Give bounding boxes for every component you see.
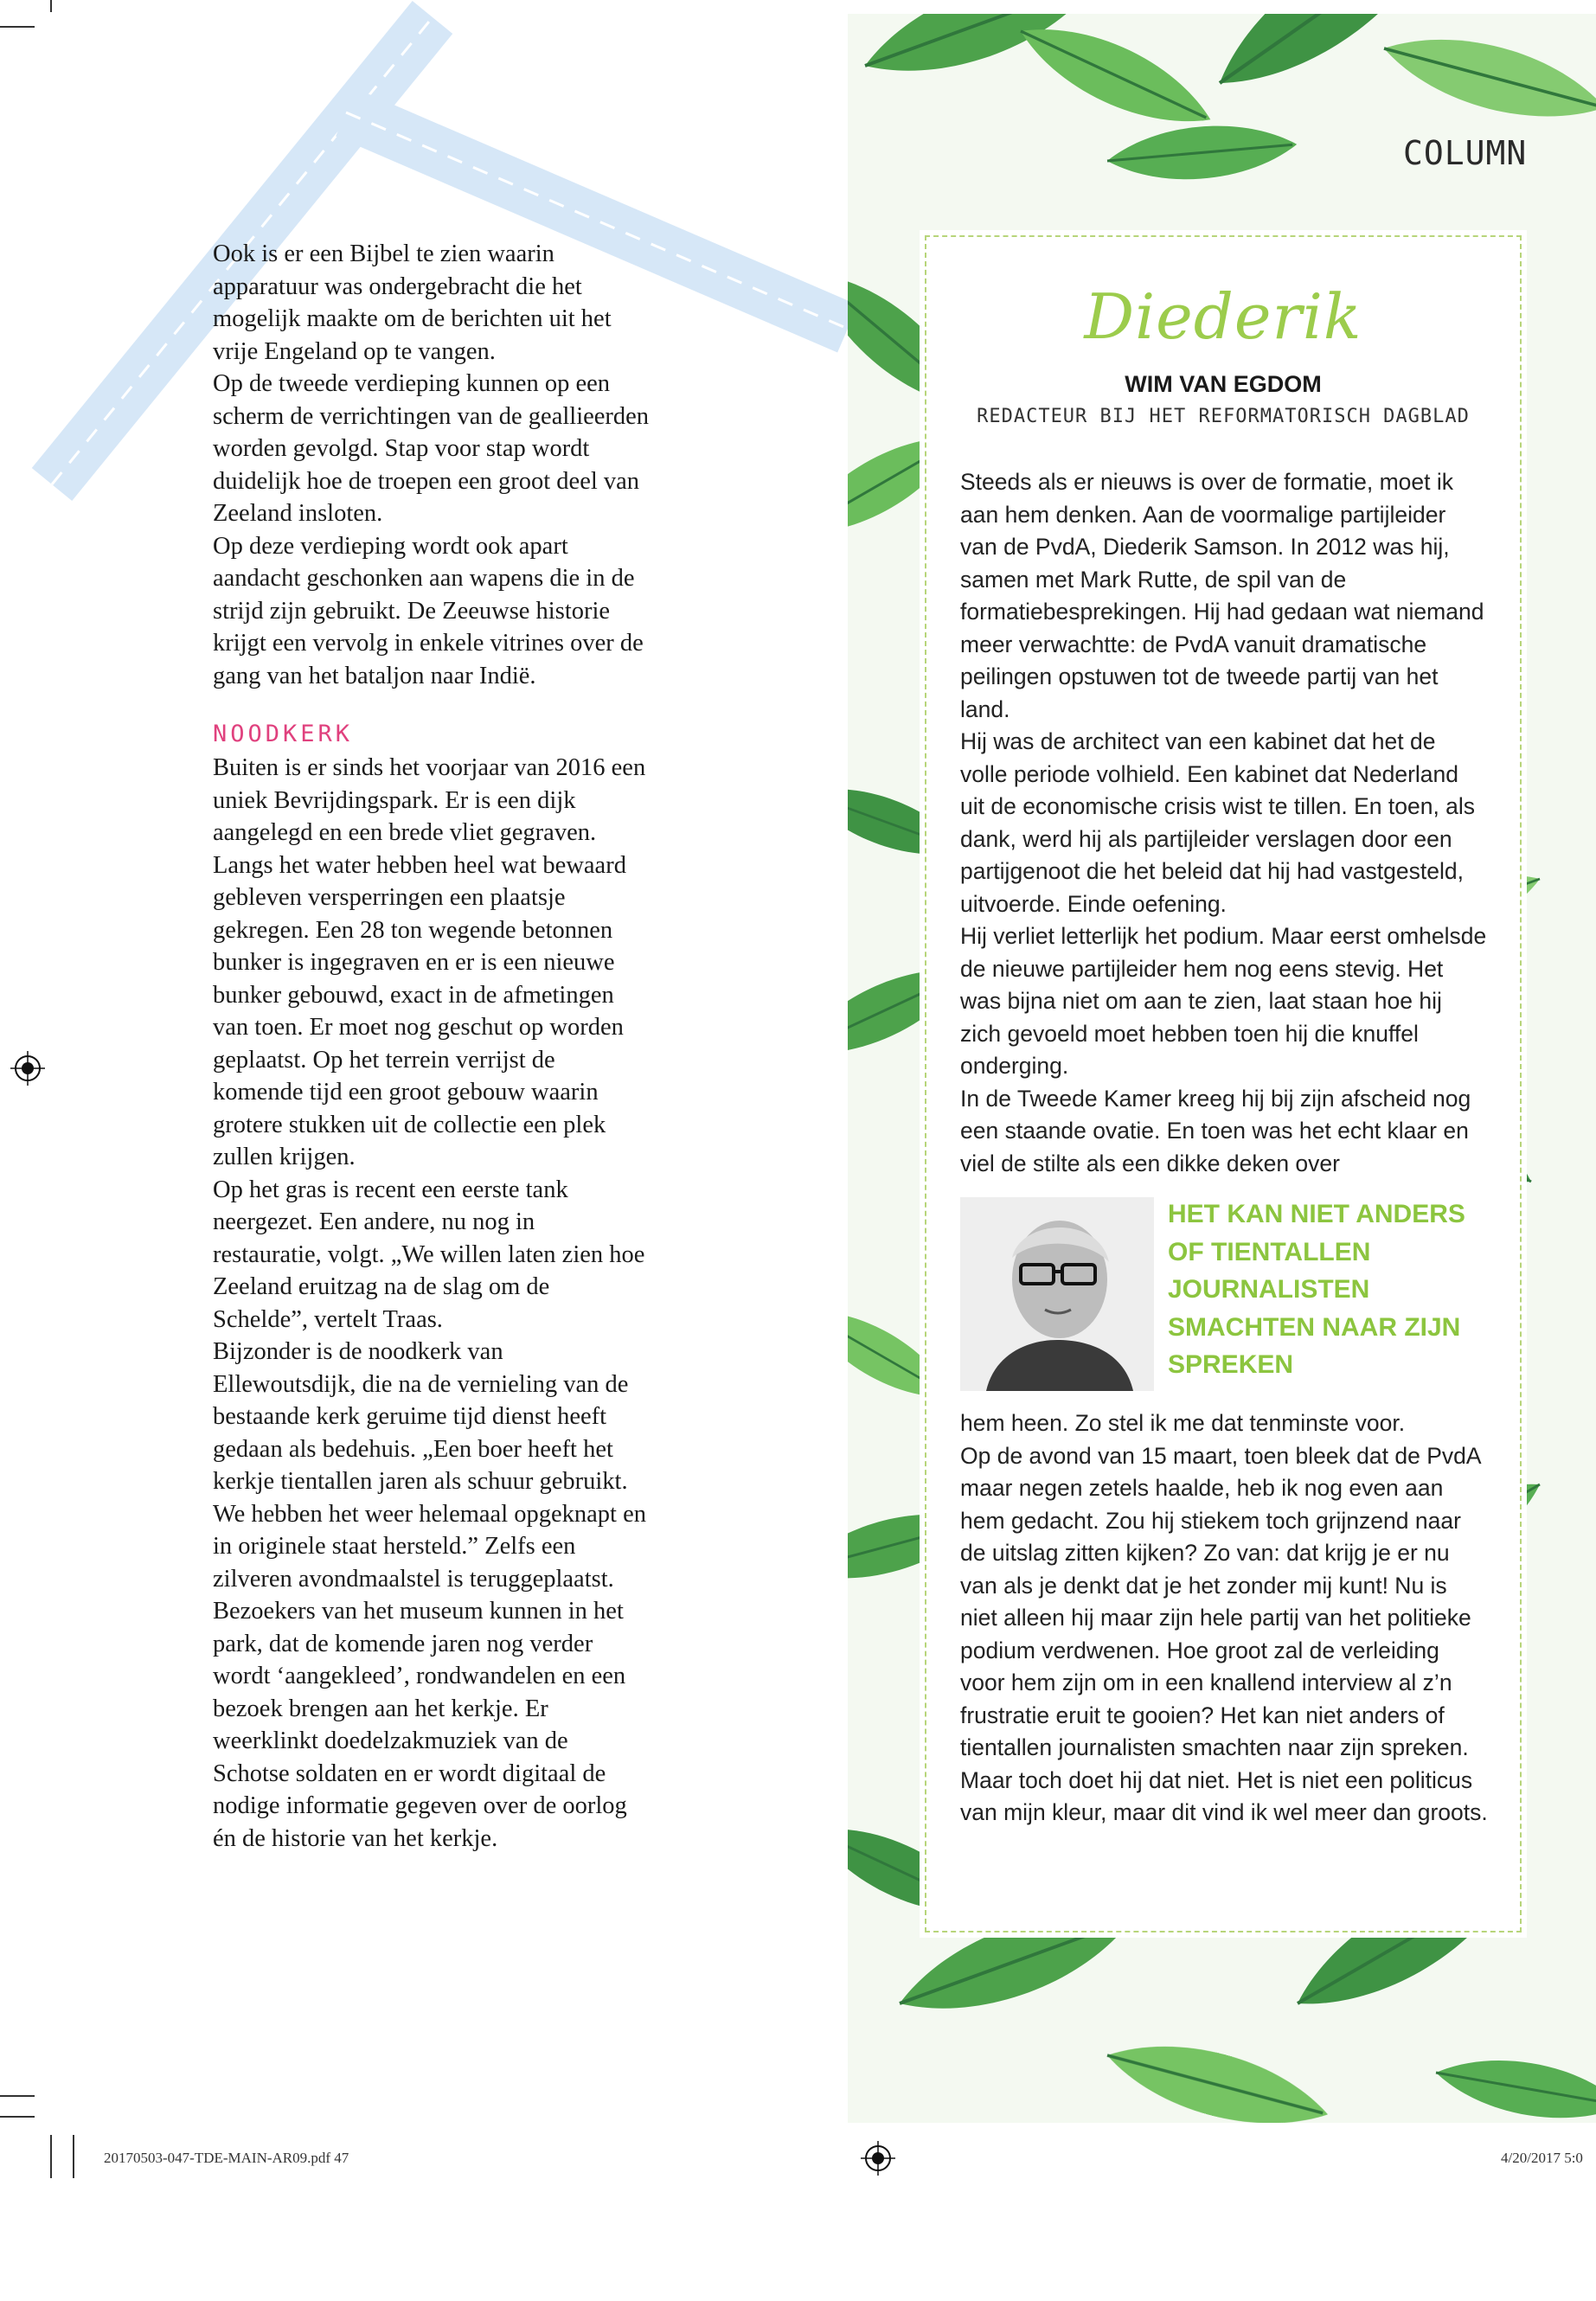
column-paragraph: Hij was de architect van een kabinet dat het de volle periode volhield. Een kabinet dat Nederland uit de economische crisis wist te tillen. En toen, als dank, werd hij als partijleider verslagen door een partijgenoot die het beleid dat hij had vastgesteld, uitvoerde. Einde oefening. (960, 728, 1476, 917)
footer-filename: 20170503-047-TDE-MAIN-AR09.pdf 47 (104, 2150, 349, 2166)
column-paragraph: In de Tweede Kamer kreeg hij bij zijn afscheid nog een staande ovatie. En toen was het echt klaar en viel de stilte als een dikke deken over (960, 1085, 1471, 1176)
author-portrait-illustration (960, 1197, 1154, 1391)
author-role: REDACTEUR BIJ HET REFORMATORISCH DAGBLAD (977, 406, 1470, 427)
column-paragraph: Op de avond van 15 maart, toen bleek dat de PvdA maar negen zetels haalde, heb ik nog even aan hem gedacht. Zou hij stiekem toch grijnzend naar de uitslag zitten kijken? Zo van: dat krijg je er nu van als je denkt dat je het zonder mij kunt! Nu is niet alleen hij maar zijn hele partij van het politieke podium verdwenen. Hoe groot zal de verleiding voor hem zijn om in een knallend interview al z’n frustratie eruit te gooien? Het kan niet anders of tientallen journalisten smachten naar zijn spreken. Maar toch doet hij dat niet. Het is niet een politicus van mijn kleur, maar dit vind ik wel meer dan groots. (960, 1442, 1488, 1825)
author-photo (960, 1197, 1154, 1391)
registration-mark-icon (861, 2141, 895, 2176)
body-paragraph: Buiten is er sinds het voorjaar van 2016 een uniek Bevrijdingspark. Er is een dijk aangelegd en een brede vliet gegraven. Langs het water hebben heel wat bewaard gebleven versperringen een plaatsje gekregen. Een 28 ton wegende betonnen bunker is ingegraven en er is een nieuwe bunker gebouwd, exact in de afmetingen van toen. Er moet nog geschut op worden geplaatst. Op het terrein verrijst de komende tijd een groot gebouw waarin grotere stukken uit de collectie een plek zullen krijgen. (213, 754, 646, 1170)
section-heading: NOODKERK (213, 721, 354, 747)
crop-mark (50, 2135, 52, 2178)
registration-mark-icon (10, 1051, 45, 1086)
footer-date: 4/20/2017 5:0 (1501, 2150, 1583, 2166)
author-name: WIM VAN EGDOM (1125, 371, 1322, 397)
column-text-top (960, 466, 1488, 1180)
body-paragraph: Ook is er een Bijbel te zien waarin apparatuur was ondergebracht die het mogelijk maakte om de berichten uit het vrije Engeland op te vangen. (213, 240, 612, 365)
crop-mark (73, 2135, 74, 2178)
body-paragraph: Op deze verdieping wordt ook apart aandacht geschonken aan wapens die in de strijd zijn gebruikt. De Zeeuwse historie krijgt een vervolg in enkele vitrines over de gang van het bataljon naar Indië. (213, 532, 644, 689)
pull-quote: HET KAN NIET ANDERS OF TIENTALLEN JOURNALISTEN SMACHTEN NAAR ZIJN SPREKEN (1168, 1200, 1465, 1379)
column-paragraph: Steeds als er nieuws is over de formatie, moet ik aan hem denken. Aan de voormalige partijleider van de PvdA, Diederik Samson. In 2012 was hij, samen met Mark Rutte, de spil van de formatiebesprekingen. Hij had gedaan wat niemand meer verwachtte: de PvdA vanuit dramatische peilingen opstuwen tot de tweede partij van het land. (960, 469, 1484, 722)
column-title: Diederik (1084, 280, 1362, 353)
column-paragraph: Hij verliet letterlijk het podium. Maar eerst omhelsde de nieuwe partijleider hem nog eens stevig. Het was bijna niet om aan te zien, laat staan hoe hij zich gevoeld moet hebben toen hij die knuffel onderging. (960, 923, 1487, 1079)
body-paragraph: Bezoekers van het museum kunnen in het park, dat de komende jaren nog verder wordt ‘aangekleed’, rondwandelen en een bezoek brengen aan het kerkje. Er weerklinkt doedelzakmuziek van de Schotse soldaten en er wordt digitaal de nodige informatie gegeven over de oorlog én de historie van het kerkje. (213, 1598, 627, 1852)
column-text-bottom (960, 1407, 1488, 1830)
article-left-column (213, 238, 650, 1855)
crop-mark (0, 2116, 35, 2118)
column-card (925, 235, 1522, 1932)
body-paragraph: Op de tweede verdieping kunnen op een scherm de verrichtingen van de geallieerden worden gevolgd. Stap voor stap wordt duidelijk hoe de troepen een groot deel van Zeeland insloten. (213, 370, 650, 527)
body-paragraph: Op het gras is recent een eerste tank neergezet. Een andere, nu nog in restauratie, volgt. „We willen laten zien hoe Zeeland eruitzag na de slag om de Schelde”, vertelt Traas. (213, 1176, 645, 1333)
column-label: COLUMN (1403, 134, 1528, 172)
body-paragraph: Bijzonder is de noodkerk van Ellewoutsdijk, die na de vernieling van de bestaande kerk geruime tijd dienst heeft gedaan als bedehuis. „Een boer heeft het kerkje tientallen jaren als schuur gebruikt. We hebben het weer helemaal opgeknapt en in originele staat hersteld.” Zelfs een zilveren avondmaalstel is teruggeplaatst. (213, 1338, 646, 1593)
column-paragraph: hem heen. Zo stel ik me dat tenminste voor. (960, 1410, 1406, 1436)
crop-mark (0, 2095, 35, 2097)
